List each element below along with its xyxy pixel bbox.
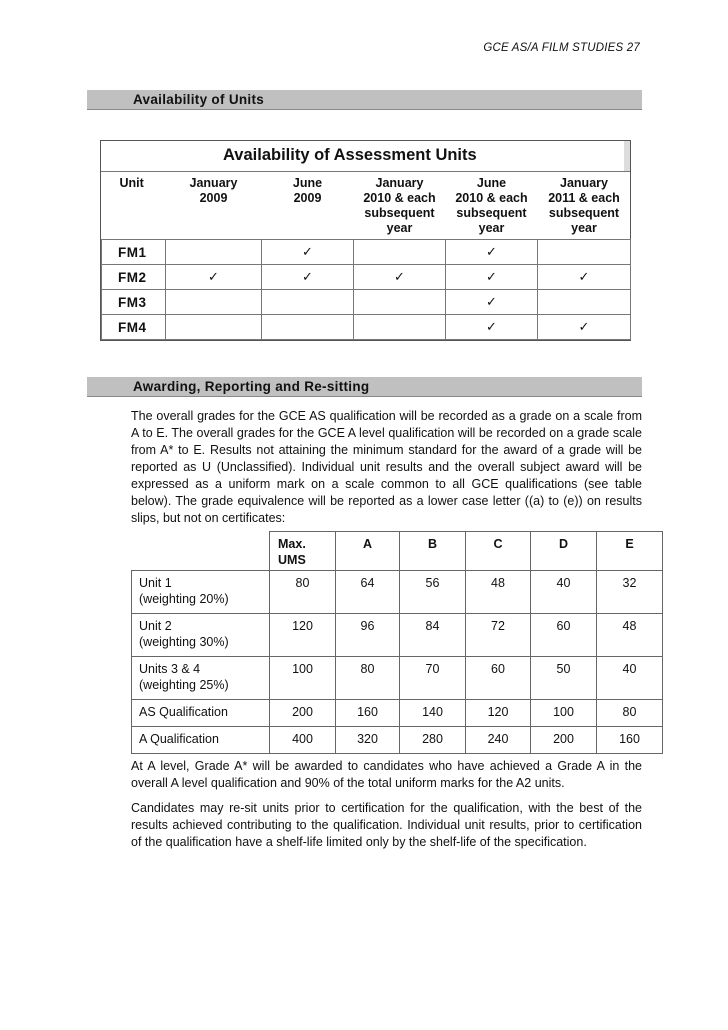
ums-header-a: A: [336, 532, 400, 571]
section-bar-awarding: [87, 377, 642, 397]
ums-cell-max: 100: [270, 657, 336, 700]
section-title-awarding: Awarding, Reporting and Re-sitting: [133, 379, 370, 394]
ums-row-label: A Qualification: [132, 727, 270, 754]
ums-row: [132, 614, 663, 657]
availability-check-cell: [538, 265, 631, 290]
ums-table: [131, 531, 663, 754]
availability-empty-cell: [538, 290, 631, 315]
paragraph-resit: Candidates may re-sit units prior to certification for the qualification, with the best of the results achieved contributing to the qualification. Individual unit results, prior to certification of the qualification have a shelf-life limited only by the shelf-life of the specification.: [131, 801, 642, 849]
ums-cell-e: 160: [597, 727, 663, 754]
ums-cell-max: 120: [270, 614, 336, 657]
ums-cell-e: 80: [597, 700, 663, 727]
ums-cell-d: 100: [531, 700, 597, 727]
ums-cell-e: 48: [597, 614, 663, 657]
ums-cell-d: 60: [531, 614, 597, 657]
availability-empty-cell: [166, 315, 262, 340]
ums-row: [132, 657, 663, 700]
checkmark-icon: ✓: [302, 269, 313, 284]
availability-unit-label: FM4: [102, 315, 166, 340]
availability-empty-cell: [166, 240, 262, 265]
checkmark-icon: ✓: [208, 269, 219, 284]
running-header: GCE AS/A FILM STUDIES 27: [483, 42, 640, 54]
ums-cell-d: 50: [531, 657, 597, 700]
availability-check-cell: [538, 315, 631, 340]
col-header-jan-2009: January 2009: [189, 176, 238, 205]
availability-row: [102, 290, 631, 315]
availability-check-cell: [166, 265, 262, 290]
availability-unit-label: FM1: [102, 240, 166, 265]
checkmark-icon: ✓: [394, 269, 405, 284]
availability-empty-cell: [262, 315, 354, 340]
checkmark-icon: ✓: [486, 244, 497, 259]
availability-check-cell: [354, 265, 446, 290]
availability-table-title: Availability of Assessment Units: [223, 146, 477, 164]
availability-check-cell: [262, 240, 354, 265]
ums-cell-c: 120: [466, 700, 531, 727]
ums-cell-d: 200: [531, 727, 597, 754]
ums-header-e: E: [597, 532, 663, 571]
ums-header-b: B: [400, 532, 466, 571]
availability-empty-cell: [538, 240, 631, 265]
availability-check-cell: [446, 290, 538, 315]
col-header-unit: Unit: [119, 176, 144, 190]
ums-cell-a: 64: [336, 571, 400, 614]
ums-header-c: C: [466, 532, 531, 571]
checkmark-icon: ✓: [578, 319, 590, 334]
availability-empty-cell: [354, 315, 446, 340]
ums-cell-a: 160: [336, 700, 400, 727]
col-header-jan-2010: January 2010 & each subsequent year: [363, 176, 436, 235]
availability-grid: [101, 172, 631, 340]
ums-cell-b: 280: [400, 727, 466, 754]
ums-cell-max: 200: [270, 700, 336, 727]
ums-header-blank: [132, 532, 270, 571]
availability-check-cell: [446, 240, 538, 265]
checkmark-icon: ✓: [578, 269, 590, 284]
availability-check-cell: [446, 315, 538, 340]
col-header-jun-2010: June 2010 & each subsequent year: [455, 176, 528, 235]
ums-row: [132, 700, 663, 727]
availability-unit-label: FM3: [102, 290, 166, 315]
col-header-jun-2009: June 2009: [292, 176, 323, 205]
ums-row-label: AS Qualification: [132, 700, 270, 727]
ums-cell-b: 140: [400, 700, 466, 727]
ums-cell-b: 84: [400, 614, 466, 657]
ums-cell-c: 60: [466, 657, 531, 700]
availability-table-title-row: [101, 141, 630, 172]
ums-row: [132, 571, 663, 614]
ums-cell-c: 48: [466, 571, 531, 614]
ums-row-label: Units 3 & 4 (weighting 25%): [132, 657, 270, 700]
availability-row: [102, 265, 631, 290]
ums-row: [132, 727, 663, 754]
paragraph-grades: The overall grades for the GCE AS qualification will be recorded as a grade on a scale from A to E. The overall grades for the GCE A level qualification will be recorded on a grade scale from A* to E. Results not attaining the minimum standard for the award of a grade will be reported as U (Unclassified). Individual unit results and the overall subject award will be expressed as a uniform mark on a scale common to all GCE qualifications (see table below). The grade equivalence will be reported as a lower case letter ((a) to (e)) on results slips, but not on certificates:: [131, 409, 642, 525]
availability-table: [100, 140, 631, 341]
availability-row: [102, 240, 631, 265]
availability-empty-cell: [354, 240, 446, 265]
ums-row-label: Unit 2 (weighting 30%): [132, 614, 270, 657]
ums-cell-c: 240: [466, 727, 531, 754]
section-title-availability: Availability of Units: [133, 92, 265, 107]
availability-check-cell: [446, 265, 538, 290]
ums-row-label: Unit 1 (weighting 20%): [132, 571, 270, 614]
ums-cell-e: 32: [597, 571, 663, 614]
ums-cell-max: 400: [270, 727, 336, 754]
ums-cell-b: 56: [400, 571, 466, 614]
col-header-jan-2011: January 2011 & each subsequent year: [548, 176, 620, 235]
ums-cell-e: 40: [597, 657, 663, 700]
availability-empty-cell: [166, 290, 262, 315]
paragraph-a-star: At A level, Grade A* will be awarded to candidates who have achieved a Grade A in the overall A level qualification and 90% of the total uniform marks for the A2 units.: [131, 759, 642, 790]
ums-cell-b: 70: [400, 657, 466, 700]
ums-cell-a: 320: [336, 727, 400, 754]
availability-row: [102, 315, 631, 340]
checkmark-icon: ✓: [486, 319, 497, 334]
section-bar-availability: [87, 90, 642, 110]
availability-empty-cell: [354, 290, 446, 315]
checkmark-icon: ✓: [486, 294, 497, 309]
checkmark-icon: ✓: [302, 244, 313, 259]
ums-header-d: D: [531, 532, 597, 571]
ums-cell-a: 80: [336, 657, 400, 700]
ums-cell-c: 72: [466, 614, 531, 657]
checkmark-icon: ✓: [486, 269, 497, 284]
ums-cell-max: 80: [270, 571, 336, 614]
ums-cell-d: 40: [531, 571, 597, 614]
availability-empty-cell: [262, 290, 354, 315]
availability-unit-label: FM2: [102, 265, 166, 290]
ums-cell-a: 96: [336, 614, 400, 657]
ums-header-max: Max. UMS: [270, 532, 336, 571]
availability-check-cell: [262, 265, 354, 290]
